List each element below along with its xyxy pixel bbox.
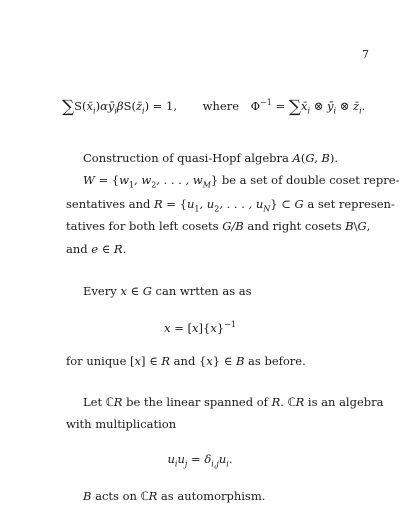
definition-line-3: tatives for both left cosets G/B and right cosets B\G, [66, 219, 371, 233]
every-line: Every x ∈ G can wrtten as as [83, 284, 252, 298]
definition-line-2: sentatives and $R = \{u_1$, $u_2$, . . . , $u_N$} ⊂ G a set represen- [66, 197, 395, 214]
unique-line: for unique [x] ∈ R and {x} ∈ B as before. [66, 354, 306, 368]
top-equation: $\sum S(x̄_i)\alpha ȳ_i\beta S(z̄_i) = 1$, where $\Phi^{-1}$ = $\sum x̄_i$ ⊗ $ȳ_i$ ⊗ $z̄_i$. [62, 96, 366, 117]
equation-x: $x = [x]\{x\}^{-1}$ [164, 320, 236, 335]
equation-multiplication: $u_iu_j = \delta_{i,j}u_i$. [167, 452, 233, 469]
construction-heading: Construction of quasi-Hopf algebra A(G, B). [83, 151, 339, 165]
acts-line: B acts on ℂR as automorphism. [83, 489, 266, 503]
where-word: where [202, 98, 239, 113]
let-line-2: with multiplication [66, 417, 177, 431]
let-line-1: Let ℂR be the linear spanned of R. ℂR is an algebra [83, 395, 384, 409]
page-number: 7 [362, 48, 369, 61]
definition-line-1: $W = \{w_1$, $w_2$, . . . , $w_M$} be a set of double coset repre- [83, 173, 400, 190]
definition-line-4: and e ∈ R. [66, 242, 127, 256]
